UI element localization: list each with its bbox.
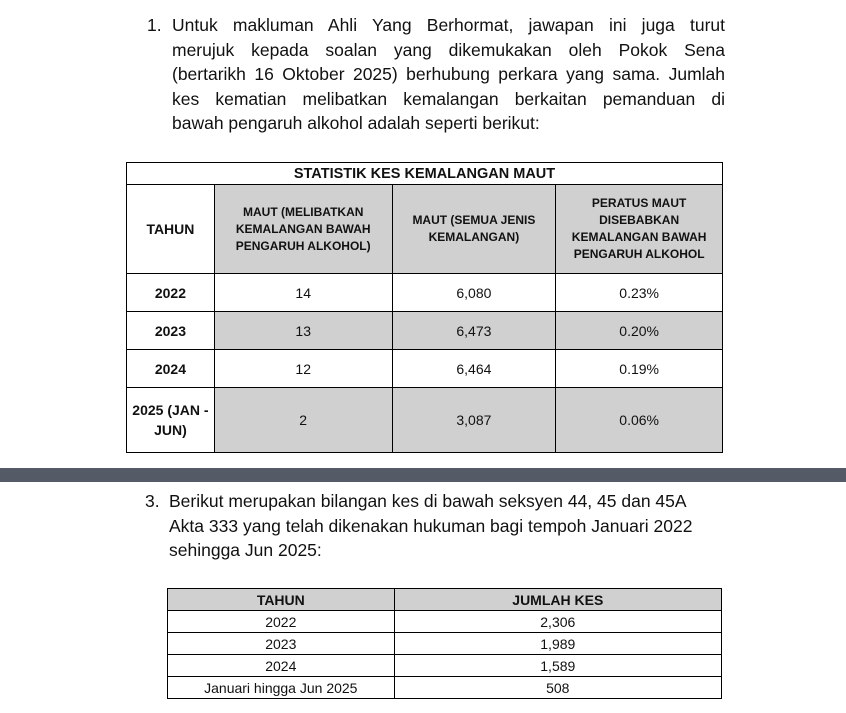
cell-all: 6,464 — [392, 350, 556, 388]
cell-cases: 1,589 — [394, 655, 721, 677]
cell-year: 2022 — [127, 274, 215, 312]
table-row — [127, 312, 723, 350]
paragraph-3-number: 3. — [145, 491, 160, 511]
table-title: STATISTIK KES KEMALANGAN MAUT — [127, 163, 723, 185]
cell-all: 3,087 — [392, 388, 556, 453]
header-year: TAHUN — [127, 185, 215, 274]
cell-percent: 0.20% — [556, 312, 723, 350]
table-row — [127, 274, 723, 312]
table-row — [127, 388, 723, 453]
fatal-accident-statistics-table — [126, 162, 723, 453]
cell-percent: 0.06% — [556, 388, 723, 453]
cell-all: 6,473 — [392, 312, 556, 350]
header-year: TAHUN — [168, 589, 395, 611]
paragraph-3-line: sehingga Jun 2025: — [169, 540, 322, 560]
table-row — [127, 350, 723, 388]
paragraph-1-line: (bertarikh 16 Oktober 2025) berhubung perkara yang sama. Jumlah — [172, 64, 725, 84]
header-case-count: JUMLAH KES — [394, 589, 721, 611]
paragraph-1-line: bawah pengaruh alkohol adalah seperti berikut: — [172, 113, 540, 133]
cell-alcohol: 14 — [214, 274, 392, 312]
paragraph-3-line: Akta 333 yang telah dikenakan hukuman bagi tempoh Januari 2022 — [169, 515, 693, 536]
cell-percent: 0.23% — [556, 274, 723, 312]
cell-cases: 508 — [394, 677, 721, 699]
cell-year: 2025 (JAN - JUN) — [127, 388, 215, 453]
section-divider — [0, 468, 846, 482]
cell-year: 2023 — [168, 633, 395, 655]
paragraph-1-line: Untuk makluman Ahli Yang Berhormat, jawapan ini juga turut — [172, 15, 725, 35]
cell-alcohol: 2 — [214, 388, 392, 453]
paragraph-1-number: 1. — [147, 15, 162, 35]
cell-cases: 1,989 — [394, 633, 721, 655]
header-percent: PERATUS MAUT DISEBABKAN KEMALANGAN BAWAH PENGARUH ALKOHOL — [556, 185, 723, 274]
paragraph-1-line: kes kematian melibatkan kemalangan berkaitan pemanduan di — [172, 88, 725, 109]
cell-cases: 2,306 — [394, 611, 721, 633]
cell-alcohol: 12 — [214, 350, 392, 388]
paragraph-1-line: merujuk kepada soalan yang dikemukakan oleh Pokok Sena — [172, 39, 725, 60]
table-row — [168, 633, 722, 655]
cell-percent: 0.19% — [556, 350, 723, 388]
cell-year: 2024 — [127, 350, 215, 388]
paragraph-3-line: Berikut merupakan bilangan kes di bawah seksyen 44, 45 dan 45A — [169, 491, 687, 511]
cell-year: Januari hingga Jun 2025 — [168, 677, 395, 699]
header-fatal-all: MAUT (SEMUA JENIS KEMALANGAN) — [392, 185, 556, 274]
header-fatal-alcohol: MAUT (MELIBATKAN KEMALANGAN BAWAH PENGARUH ALKOHOL) — [214, 185, 392, 274]
cell-year: 2023 — [127, 312, 215, 350]
cell-year: 2022 — [168, 611, 395, 633]
paragraph-3 — [145, 489, 730, 565]
table-row — [168, 677, 722, 699]
cell-year: 2024 — [168, 655, 395, 677]
cell-all: 6,080 — [392, 274, 556, 312]
table-row — [168, 655, 722, 677]
cell-alcohol: 13 — [214, 312, 392, 350]
table-row — [168, 611, 722, 633]
paragraph-1 — [147, 13, 727, 138]
case-count-table — [167, 588, 722, 699]
